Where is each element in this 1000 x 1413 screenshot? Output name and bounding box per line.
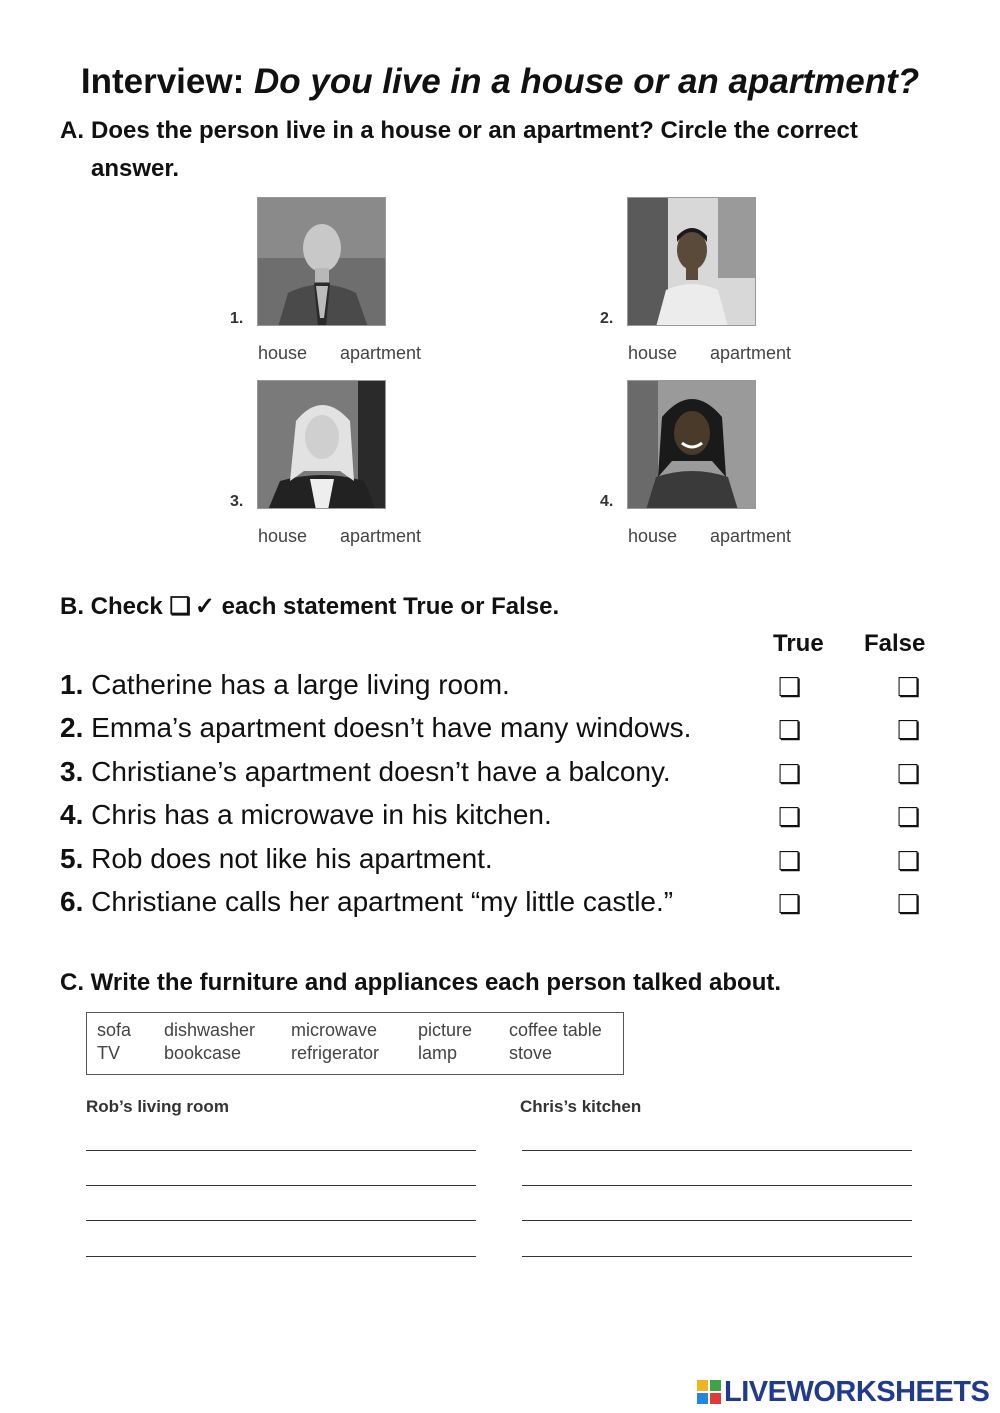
section-a-text: Does the person live in a house or an apartment? Circle the correct answer. xyxy=(91,117,858,182)
answer-line-left-4[interactable] xyxy=(86,1256,476,1257)
liveworksheets-logo-icon xyxy=(697,1380,721,1404)
statement-5 xyxy=(60,843,493,875)
statement-3 xyxy=(60,756,671,788)
item-number-4: 4. xyxy=(600,493,614,510)
answer-line-left-1[interactable] xyxy=(86,1150,476,1151)
word-bank-item: refrigerator xyxy=(291,1043,380,1063)
word-bank-item: stove xyxy=(509,1043,553,1063)
person-photo-4 xyxy=(627,380,756,509)
section-b-heading-post: each statement True or False. xyxy=(215,593,560,620)
robs-living-room-label: Rob’s living room xyxy=(86,1097,229,1116)
answer-line-left-3[interactable] xyxy=(86,1220,476,1221)
checkbox-true-4[interactable]: ❏ xyxy=(778,802,802,832)
word-bank-item: dishwasher xyxy=(164,1020,256,1040)
statement-4 xyxy=(60,799,552,831)
item-number-3: 3. xyxy=(230,493,244,510)
option-apartment-1[interactable]: apartment xyxy=(340,343,422,363)
column-false-header: False xyxy=(864,630,926,657)
statement-6 xyxy=(60,886,673,918)
checkbox-false-6[interactable]: ❏ xyxy=(897,889,921,919)
page-title xyxy=(0,62,1000,102)
checkmark-icon: ✓ xyxy=(194,593,215,620)
item-number-2: 2. xyxy=(600,310,614,327)
checkbox-true-1[interactable]: ❏ xyxy=(778,672,802,702)
section-c-heading: C. Write the furniture and appliances each person talked about. xyxy=(60,969,782,996)
column-true-header: True xyxy=(773,630,824,657)
statement-text: Emma’s apartment doesn’t have many windows. xyxy=(83,712,692,743)
option-house-2[interactable]: house xyxy=(628,343,678,363)
title-question: Do you live in a house or an apartment? xyxy=(253,62,920,101)
checkbox-false-3[interactable]: ❏ xyxy=(897,759,921,789)
section-b-heading xyxy=(60,592,559,621)
checkbox-false-4[interactable]: ❏ xyxy=(897,802,921,832)
word-bank-item: bookcase xyxy=(164,1043,242,1063)
checkbox-true-5[interactable]: ❏ xyxy=(778,846,802,876)
checkbox-true-2[interactable]: ❏ xyxy=(778,715,802,745)
option-apartment-3[interactable]: apartment xyxy=(340,526,422,546)
checkbox-false-2[interactable]: ❏ xyxy=(897,715,921,745)
section-a-label: A. xyxy=(60,117,84,144)
statement-number: 4. xyxy=(60,799,84,830)
answer-line-right-4[interactable] xyxy=(522,1256,912,1257)
section-b-heading-pre: B. Check xyxy=(60,593,170,620)
answer-line-right-3[interactable] xyxy=(522,1220,912,1221)
person-photo-1 xyxy=(257,197,386,326)
statement-number: 1. xyxy=(60,669,84,700)
answer-line-left-2[interactable] xyxy=(86,1185,476,1186)
option-apartment-4[interactable]: apartment xyxy=(710,526,792,546)
option-house-3[interactable]: house xyxy=(258,526,308,546)
person-photo-3 xyxy=(257,380,386,509)
word-bank-item: TV xyxy=(97,1043,121,1063)
title-prefix: Interview: xyxy=(80,62,254,101)
checkbox-false-5[interactable]: ❏ xyxy=(897,846,921,876)
chriss-kitchen-label: Chris’s kitchen xyxy=(520,1097,642,1116)
option-house-1[interactable]: house xyxy=(258,343,308,363)
answer-line-right-2[interactable] xyxy=(522,1185,912,1186)
checkbox-icon: ❏ xyxy=(169,593,191,620)
statement-1 xyxy=(60,669,510,701)
word-bank-item: microwave xyxy=(291,1020,378,1040)
person-photo-2 xyxy=(627,197,756,326)
statement-text: Catherine has a large living room. xyxy=(83,669,510,700)
word-bank-item: picture xyxy=(418,1020,473,1040)
checkbox-true-3[interactable]: ❏ xyxy=(778,759,802,789)
answer-line-right-1[interactable] xyxy=(522,1150,912,1151)
word-bank-item: lamp xyxy=(418,1043,458,1063)
statement-number: 6. xyxy=(60,886,84,917)
statement-text: Chris has a microwave in his kitchen. xyxy=(83,799,552,830)
statement-text: Rob does not like his apartment. xyxy=(83,843,493,874)
statement-text: Christiane’s apartment doesn’t have a balcony. xyxy=(83,756,671,787)
word-bank-item: coffee table xyxy=(509,1020,602,1040)
statement-number: 5. xyxy=(60,843,84,874)
statement-text: Christiane calls her apartment “my little castle.” xyxy=(83,886,674,917)
section-a-instruction xyxy=(60,112,950,188)
statement-2 xyxy=(60,712,691,744)
item-number-1: 1. xyxy=(230,310,244,327)
checkbox-true-6[interactable]: ❏ xyxy=(778,889,802,919)
statement-number: 2. xyxy=(60,712,84,743)
checkbox-false-1[interactable]: ❏ xyxy=(897,672,921,702)
option-house-4[interactable]: house xyxy=(628,526,678,546)
liveworksheets-logo-text: LIVEWORKSHEETS xyxy=(724,1376,990,1408)
option-apartment-2[interactable]: apartment xyxy=(710,343,792,363)
word-bank-item: sofa xyxy=(97,1020,132,1040)
statement-number: 3. xyxy=(60,756,84,787)
